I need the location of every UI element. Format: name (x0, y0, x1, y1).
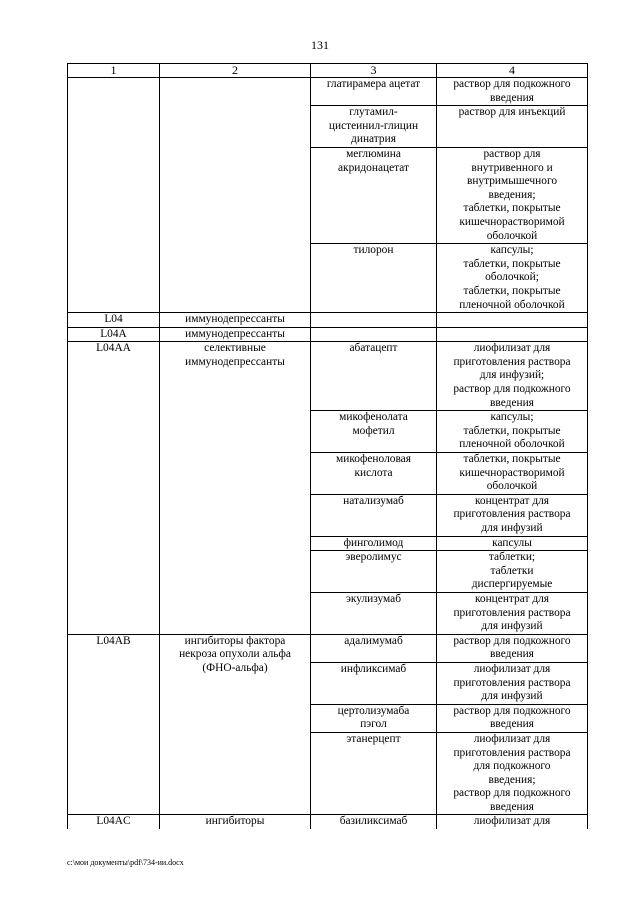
dosage-form: концентрат для приготовления раствора для инфузий (437, 494, 588, 536)
drug-name: абатацепт (311, 342, 437, 411)
drug-name: этанерцепт (311, 732, 437, 815)
dosage-form: лиофилизат для приготовления раствора для инфузий (437, 662, 588, 704)
drug-name: инфликсимаб (311, 662, 437, 704)
group-cell: иммунодепрессанты (160, 313, 311, 328)
file-path-footer: c:\мои документы\pdf\734-ии.docx (67, 858, 184, 867)
table-row (68, 313, 588, 328)
dosage-form: капсулы; таблетки, покрытые оболочкой; таблетки, покрытые пленочной оболочкой (437, 244, 588, 313)
drug-name: тилорон (311, 244, 437, 313)
code-cell: L04A (68, 327, 160, 342)
drug-name: эверолимус (311, 551, 437, 593)
drug-name (311, 313, 437, 328)
table-row (68, 342, 588, 411)
code-cell: L04AB (68, 634, 160, 815)
dosage-form: лиофилизат для приготовления раствора для инфузий; раствор для подкожного введения (437, 342, 588, 411)
dosage-form (437, 327, 588, 342)
header-col-3: 3 (311, 64, 437, 78)
dosage-form: таблетки, покрытые кишечнорастворимой оболочкой (437, 453, 588, 495)
drug-name: экулизумаб (311, 592, 437, 634)
drug-name: натализумаб (311, 494, 437, 536)
dosage-form: концентрат для приготовления раствора для инфузий (437, 592, 588, 634)
table-row (68, 327, 588, 342)
dosage-form: лиофилизат для приготовления раствора для подкожного введения; раствор для подкожного введения (437, 732, 588, 815)
dosage-form: капсулы (437, 536, 588, 551)
dosage-form: раствор для инъекций (437, 106, 588, 148)
dosage-form: капсулы; таблетки, покрытые пленочной оболочкой (437, 411, 588, 453)
header-col-4: 4 (437, 64, 588, 78)
dosage-form: таблетки; таблетки диспергируемые (437, 551, 588, 593)
header-col-1: 1 (68, 64, 160, 78)
drug-name: финголимод (311, 536, 437, 551)
drug-table (67, 63, 588, 829)
drug-name (311, 327, 437, 342)
drug-name: меглюмина акридонацетат (311, 147, 437, 243)
group-cell: селективные иммунодепрессанты (160, 342, 311, 634)
dosage-form: раствор для внутривенного и внутримышечного введения; таблетки, покрытые кишечнорастворимой оболочкой (437, 147, 588, 243)
group-cell: ингибиторы (160, 815, 311, 829)
dosage-form: раствор для подкожного введения (437, 704, 588, 732)
page-number: 131 (311, 38, 329, 52)
group-cell (160, 78, 311, 313)
table-row (68, 78, 588, 106)
table-row (68, 634, 588, 662)
header-row (68, 64, 588, 78)
drug-name: базиликсимаб (311, 815, 437, 829)
group-cell: иммунодепрессанты (160, 327, 311, 342)
drug-name: микофенолата мофетил (311, 411, 437, 453)
code-cell: L04AC (68, 815, 160, 829)
group-cell: ингибиторы фактора некроза опухоли альфа (ФНО-альфа) (160, 634, 311, 815)
drug-name: микофеноловая кислота (311, 453, 437, 495)
code-cell: L04 (68, 313, 160, 328)
drug-name: глутамил- цистеинил-глицин динатрия (311, 106, 437, 148)
drug-name: цертолизумаба пэгол (311, 704, 437, 732)
dosage-form: лиофилизат для (437, 815, 588, 829)
dosage-form: раствор для подкожного введения (437, 634, 588, 662)
dosage-form: раствор для подкожного введения (437, 78, 588, 106)
table-row (68, 815, 588, 829)
code-cell (68, 78, 160, 313)
header-col-2: 2 (160, 64, 311, 78)
code-cell: L04AA (68, 342, 160, 634)
drug-name: адалимумаб (311, 634, 437, 662)
dosage-form (437, 313, 588, 328)
drug-name: глатирамера ацетат (311, 78, 437, 106)
